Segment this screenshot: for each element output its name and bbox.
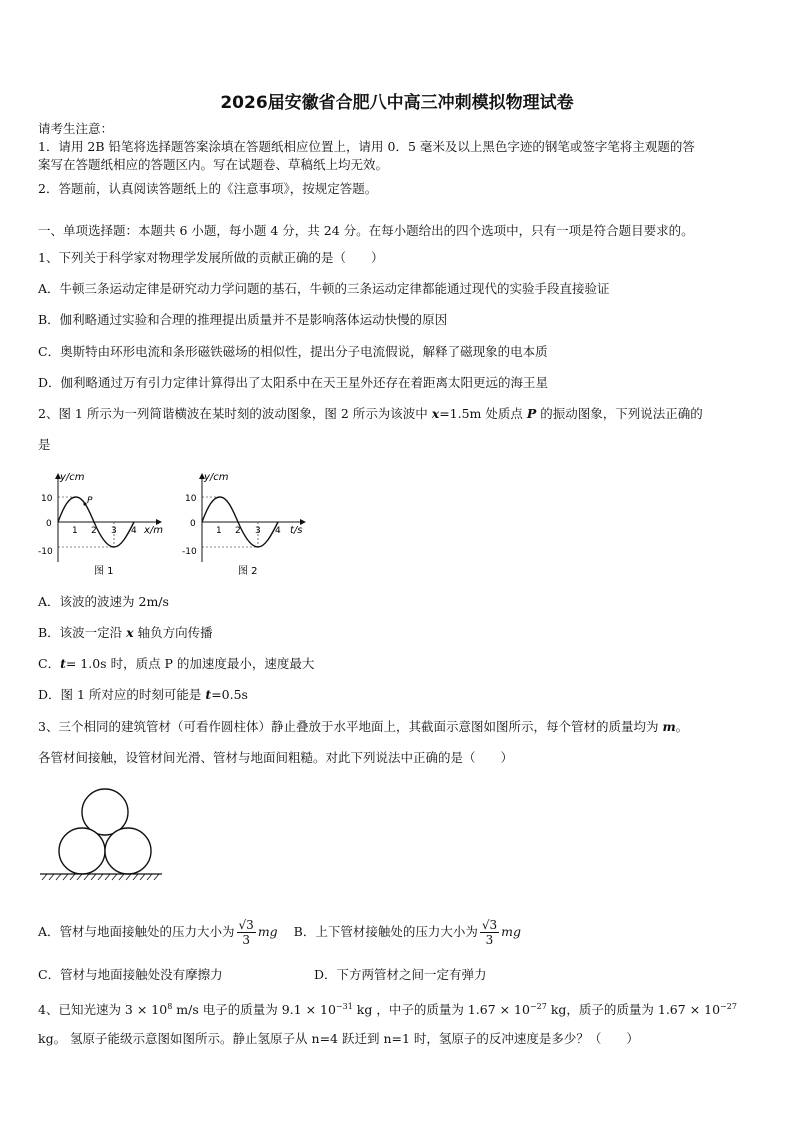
q2-option-d-part: =0.5s: [211, 687, 248, 702]
q2-option-d-var: t: [205, 687, 212, 702]
q2-stem-var-p: P: [526, 406, 537, 421]
fig2-ytick-0: 0: [190, 519, 196, 529]
fig2-xtick-1: 1: [216, 526, 222, 536]
q3-option-b-unit: mg: [501, 924, 521, 939]
q3-option-a: A．管材与地面接触处的压力大小为: [38, 924, 235, 939]
q1-option-c: C．奥斯特由环形电流和条形磁铁磁场的相似性，提出分子电流假说，解释了磁现象的电本质: [38, 344, 548, 359]
q3-stem-part: 。: [675, 719, 689, 734]
fig1-ylabel: y/cm: [60, 472, 85, 483]
q4-part: m/s 电子的质量为 9.1 × 10: [172, 1002, 336, 1018]
q2-stem-var-x: x: [431, 406, 440, 421]
q4-exponent: 8: [167, 1002, 173, 1011]
fig1-ytick-neg10: -10: [38, 547, 53, 557]
q2-stem-part: 2、图 1 所示为一列简谐横波在某时刻的波动图象，图 2 所示为该波中: [38, 406, 432, 421]
page-title: 2026届安徽省合肥八中高三冲刺模拟物理试卷: [220, 93, 574, 113]
ground-hatching: [42, 874, 159, 880]
q3-stem-var: m: [662, 719, 676, 734]
q2-option-c-var: t: [60, 656, 66, 671]
fig2-caption: 图 2: [238, 566, 258, 577]
q4-stem-line-1: [38, 998, 737, 1019]
q2-option-b: [38, 624, 213, 642]
q4-exponent: −27: [529, 1002, 547, 1011]
fig1-xtick-4: 4: [131, 526, 137, 536]
q2-figure-2: [180, 466, 315, 581]
notice-item-1-line-1: 1．请用 2B 铅笔将选择题答案涂填在答题纸相应位置上，请用 0．5 毫米及以上黑色字迹的钢笔或签字笔将主观题的答: [38, 139, 695, 154]
q3-pipes-figure: [36, 782, 166, 884]
fig1-ytick-10: 10: [41, 494, 53, 504]
q2-option-a: A．该波的波速为 2m/s: [38, 594, 169, 609]
pipe-bottom-left: [59, 828, 105, 874]
fig1-xtick-3: 3: [111, 526, 117, 536]
notice-item-2: 2．答题前，认真阅读答题纸上的《注意事项》，按规定答题。: [38, 181, 378, 196]
q4-part: kg ，中子的质量为 1.67 × 10: [352, 1002, 530, 1018]
fig1-xlabel: x/m: [144, 525, 164, 536]
pipe-bottom-right: [105, 828, 151, 874]
q3-option-a-fraction: [237, 918, 256, 947]
fig2-xlabel: t/s: [290, 525, 303, 536]
fig2-ytick-10: 10: [185, 494, 197, 504]
fig1-point-label: P: [87, 496, 93, 506]
section-heading: 一、单项选择题：本题共 6 小题，每小题 4 分，共 24 分。在每小题给出的四个选项中，只有一项是符合题目要求的。: [38, 223, 694, 238]
q2-option-d: [38, 686, 248, 704]
q2-option-d-part: D．图 1 所对应的时刻可能是: [38, 687, 206, 702]
q1-option-d: D．伽利略通过万有引力定律计算得出了太阳系中在天王星外还存在着距离太阳更远的海王星: [38, 375, 549, 390]
fraction-numerator: √3: [481, 918, 498, 932]
q3-option-c: C．管材与地面接触处没有摩擦力: [38, 967, 223, 982]
q3-option-a-unit: mg: [257, 924, 278, 939]
q4-part: kg，质子的质量为 1.67 × 10: [546, 1002, 721, 1018]
pipe-top: [82, 789, 128, 835]
fraction-denominator: 3: [242, 933, 250, 947]
q2-option-c-part: C．: [38, 656, 61, 671]
fig1-xtick-1: 1: [72, 526, 78, 536]
fig1-caption: 图 1: [94, 566, 114, 577]
fig2-xtick-4: 4: [275, 526, 281, 536]
q2-option-b-part: B．该波一定沿: [38, 625, 127, 640]
q3-option-d: D．下方两管材之间一定有弹力: [314, 967, 487, 982]
q1-option-a: A．牛顿三条运动定律是研究动力学问题的基石，牛顿的三条运动定律都能通过现代的实验手段直接验证: [38, 281, 610, 296]
q4-stem-line-2: kg。 氢原子能级示意图如图所示。静止氢原子从 n=4 跃迁到 n=1 时，氢原子的反冲速度是多少？（ ）: [38, 1031, 639, 1046]
q2-figure-1: [36, 466, 171, 581]
notice-item-1-line-2: 案写在答题纸相应的答题区内。写在试题卷、草稿纸上均无效。: [38, 157, 389, 172]
fig1-ytick-0: 0: [46, 519, 52, 529]
fraction-numerator: √3: [238, 918, 254, 932]
q4-exponent: −31: [335, 1002, 353, 1011]
q4-exponent: −27: [720, 1002, 737, 1011]
q3-stem: [38, 718, 688, 736]
q2-option-c: [38, 655, 314, 673]
fig1-xtick-2: 2: [91, 526, 97, 536]
q3-stem-part: 3、三个相同的建筑管材（可看作圆柱体）静止叠放于水平地面上，其截面示意图如图所示，每个管材的质量均为: [38, 719, 663, 734]
q2-stem-end: 是: [38, 437, 51, 452]
q3-option-b-fraction: [480, 918, 499, 947]
q3-options-ab: [38, 912, 521, 952]
q3-stem-line-2: 各管材间接触，设管材间光滑、管材与地面间粗糙。对此下列说法中正确的是（ ）: [38, 750, 514, 765]
q2-option-c-part: = 1.0s 时，质点 P 的加速度最小，速度最大: [65, 656, 315, 671]
fig2-xtick-2: 2: [235, 526, 241, 536]
fig2-xtick-3: 3: [255, 526, 261, 536]
notice-heading: 请考生注意：: [38, 121, 114, 136]
fig2-ylabel: y/cm: [204, 472, 229, 483]
q1-option-b: B．伽利略通过实验和合理的推理提出质量并不是影响落体运动快慢的原因: [38, 312, 448, 327]
q2-option-b-part: 轴负方向传播: [133, 625, 213, 640]
q1-stem: 1、下列关于科学家对物理学发展所做的贡献正确的是（ ）: [38, 250, 384, 265]
q2-stem: [38, 405, 703, 423]
q2-stem-part: 的振动图象，下列说法正确的: [536, 406, 703, 421]
fig2-ytick-neg10: -10: [182, 547, 197, 557]
fraction-denominator: 3: [485, 933, 494, 947]
q3-option-b: B．上下管材接触处的压力大小为: [293, 924, 478, 939]
q4-part: 4、已知光速为 3 × 10: [38, 1002, 168, 1018]
q2-stem-part: =1.5m 处质点: [439, 406, 527, 421]
q2-option-b-var: x: [126, 625, 134, 640]
